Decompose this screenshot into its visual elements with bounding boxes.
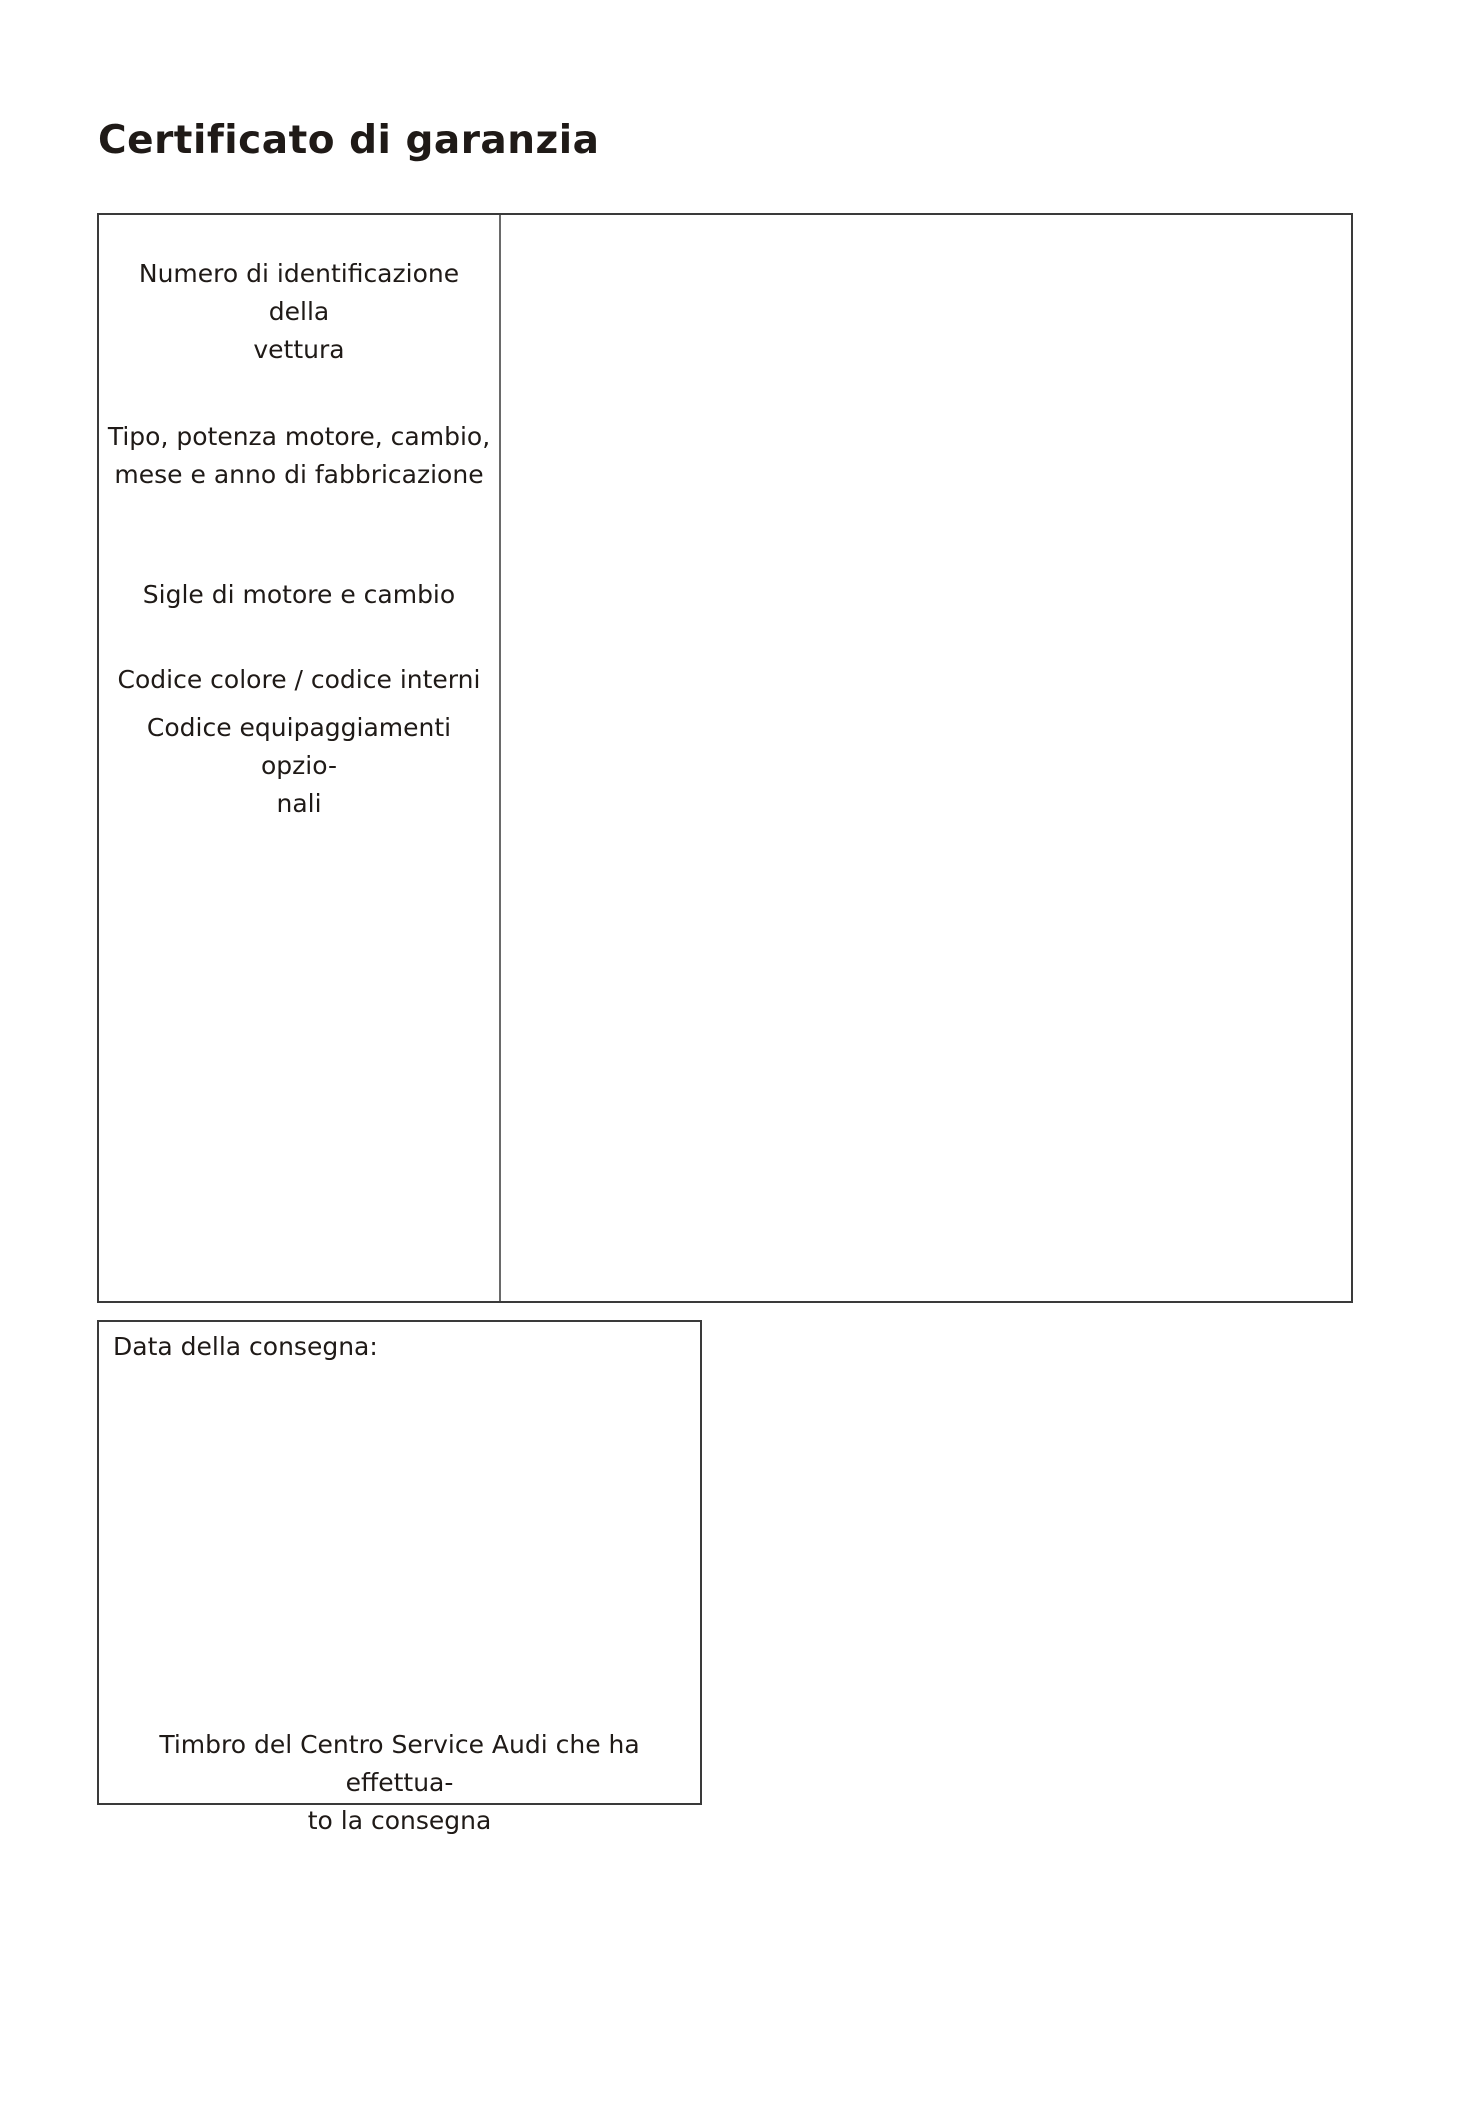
dealer-stamp-label [107,1726,692,1840]
stamp-label-line1: Timbro del Centro Service Audi che ha effettua- [159,1730,640,1797]
vin-label-line1: Numero di identificazione della [138,259,460,326]
delivery-box [97,1320,702,1835]
color-label-line1: Codice colore / codice interni [117,665,481,694]
optional-equipment-label [107,709,491,823]
codes-label-line1: Sigle di motore e cambio [142,580,456,609]
delivery-date-label: Data della consegna: [113,1332,378,1361]
options-label-line1: Codice equipaggiamenti opzio- [146,713,452,780]
vin-label [107,255,491,369]
vin-label-line2: vettura [253,335,345,364]
options-label-line2: nali [276,789,322,818]
type-label [107,418,491,494]
vehicle-data-table [97,213,1353,1303]
engine-gearbox-codes-label [107,576,491,614]
color-code-label [107,661,491,699]
type-label-line2: mese e anno di fabbricazione [114,460,484,489]
type-label-line1: Tipo, potenza motore, cambio, [107,422,491,451]
column-divider [499,215,501,1301]
page-title: Certificato di garanzia [98,118,600,163]
stamp-label-line2: to la consegna [307,1806,492,1835]
